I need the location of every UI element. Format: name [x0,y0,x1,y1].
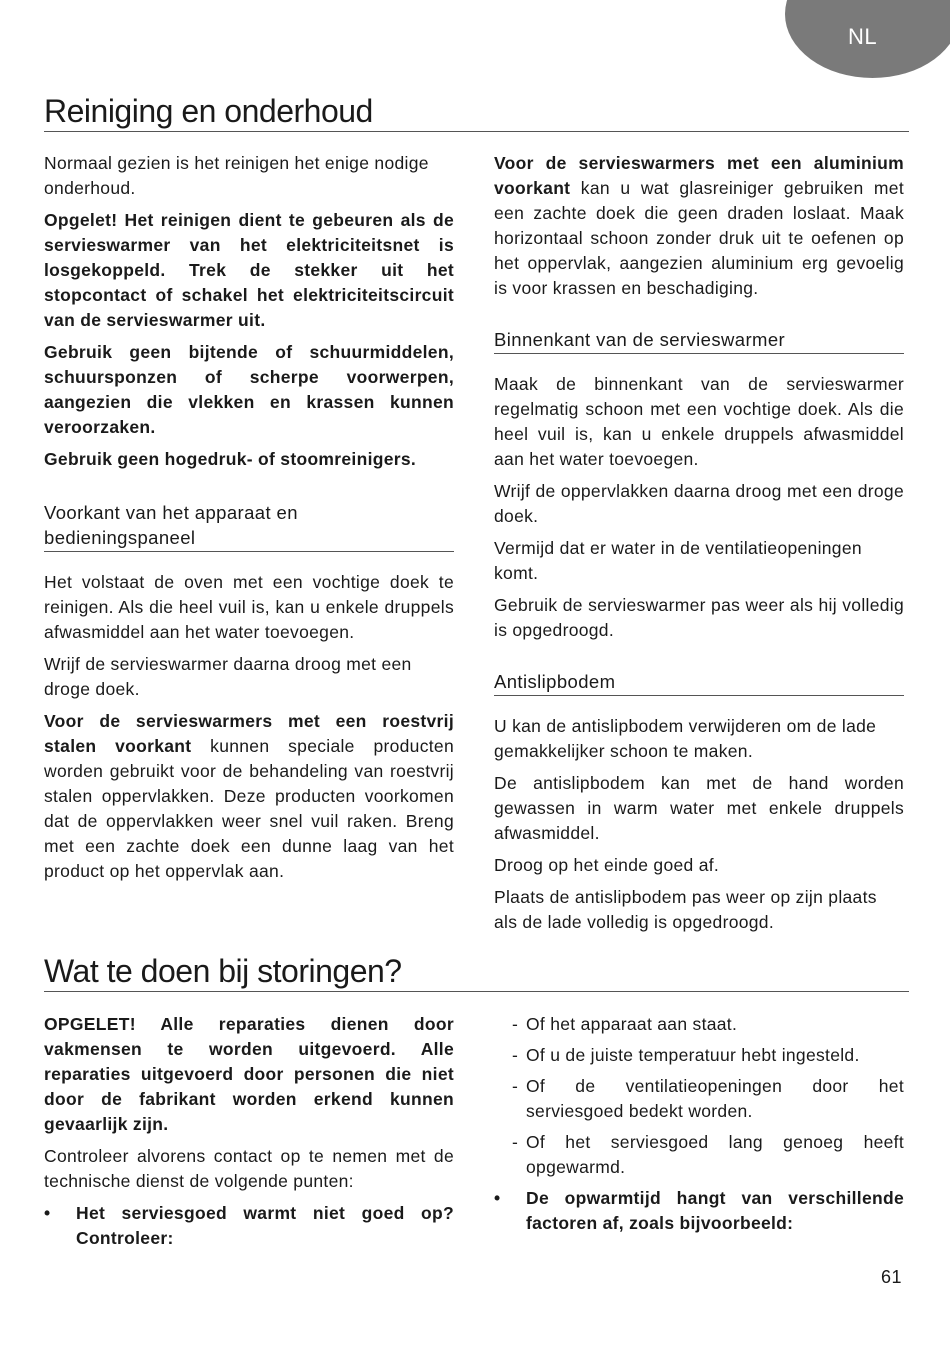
antislip-para-1: U kan de antislipbodem verwijderen om de lade gemakkelijker schoon te maken. [494,716,877,761]
check-item: - Of u de juiste temperatuur hebt ingesteld. [512,1045,860,1065]
cleaning-left-column [44,151,454,891]
troubleshooting-left-column [44,1012,454,1257]
inside-para-2: Wrijf de oppervlakken daarna droog met een droge doek. [494,481,904,526]
cleaning-warning-abrasives: Gebruik geen bijtende of schuurmiddelen, schuursponzen of scherpe voorwerpen, aangezien die vlekken en krassen kunnen veroorzaken. [44,342,454,437]
subheading-inside: Binnenkant van de servieswarmer [494,327,904,354]
front-panel-para-1: Het volstaat de oven met een vochtige doek te reinigen. Als die heel vuil is, kan u enkele druppels afwasmiddel aan het water toevoegen. [44,572,454,642]
check-item: - Of het apparaat aan staat. [512,1014,738,1034]
antislip-para-4: Plaats de antislipbodem pas weer op zijn plaats als de lade volledig is opgedroogd. [494,887,877,932]
troubleshooting-right-column [494,1012,904,1242]
aluminium-front-para: Voor de servieswarmers met een aluminium voorkant kan u wat glasreiniger gebruiken met een zachte doek die geen draden loslaat. Maak horizontaal schoon zonder druk uit te oefenen op het oppervlak, aangezien aluminium erg gevoelig is voor krassen en beschadiging. [494,153,904,298]
check-item: - Of de ventilatieopeningen door het serviesgoed bedekt worden. [512,1076,904,1121]
bullet-mark: • [44,1203,51,1223]
inside-para-1: Maak de binnenkant van de servieswarmer regelmatig schoon met een vochtige doek. Als die heel vuil is, kan u enkele druppels afwasmiddel aan het water toevoegen. [494,374,904,469]
section-title-troubleshooting: Wat te doen bij storingen? [44,952,909,992]
cleaning-warning-steam: Gebruik geen hogedruk- of stoomreinigers. [44,449,417,469]
front-panel-para-3: Voor de servieswarmers met een roestvrij stalen voorkant kunnen speciale producten worden gebruikt voor de behandeling van roestvrij stalen oppervlakken. Deze producten voorkomen dat de oppervlakken weer snel vuil raken. Breng met een zachte doek een dunne laag van het product op het oppervlak aan. [44,711,454,881]
bullet-item-heating [44,1201,454,1251]
antislip-para-3: Droog op het einde goed af. [494,855,720,875]
cleaning-right-column [494,151,904,942]
bullet-item-warmup-time [494,1186,904,1236]
section-title-cleaning: Reiniging en onderhoud [44,92,909,132]
subheading-front-panel: Voorkant van het apparaat en bedieningspaneel [44,500,454,552]
inside-para-4: Gebruik de servieswarmer pas weer als hij volledig is opgedroogd. [494,595,904,640]
bullet-mark: • [494,1188,501,1208]
check-item: - Of het serviesgoed lang genoeg heeft opgewarmd. [512,1132,904,1177]
cleaning-intro: Normaal gezien is het reinigen het enige nodige onderhoud. [44,153,429,198]
front-panel-para-2: Wrijf de servieswarmer daarna droog met een droge doek. [44,654,412,699]
bullet-text: Het serviesgoed warmt niet goed op? Controleer: [76,1203,454,1248]
page-number: 61 [881,1267,903,1287]
check-intro: Controleer alvorens contact op te nemen met de technische dienst de volgende punten: [44,1146,454,1191]
subheading-antislip: Antislipbodem [494,669,904,696]
cleaning-warning-disconnect: Opgelet! Het reinigen dient te gebeuren als de servieswarmer van het elektriciteitsnet is losgekoppeld. Trek de stekker uit het stopcontact of schakel het elektriciteitscircuit van de servieswarmer uit. [44,210,454,330]
language-label: NL [848,24,878,49]
antislip-para-2: De antislipbodem kan met de hand worden gewassen in warm water met enkele druppels afwasmiddel. [494,773,904,843]
inside-para-3: Vermijd dat er water in de ventilatieopeningen komt. [494,538,862,583]
repair-warning: OPGELET! Alle reparaties dienen door vakmensen te worden uitgevoerd. Alle reparaties uitgevoerd door personen die niet door de fabrikant worden erkend kunnen gevaarlijk zijn. [44,1014,454,1134]
bullet-text: De opwarmtijd hangt van verschillende factoren af, zoals bijvoorbeeld: [526,1188,904,1233]
